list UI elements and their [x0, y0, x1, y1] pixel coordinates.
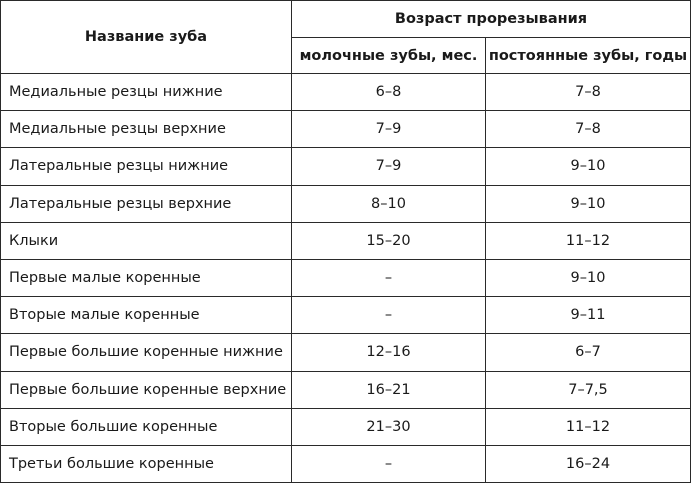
milk-age-cell: 7–9: [292, 111, 486, 148]
tooth-name-cell: Латеральные резцы верхние: [1, 185, 292, 222]
table-row: [1, 445, 691, 482]
tooth-name-cell: Медиальные резцы нижние: [1, 74, 292, 111]
table-row: [1, 111, 691, 148]
header-milk-teeth: молочные зубы, мес.: [292, 38, 486, 74]
header-permanent-teeth: постоянные зубы, годы: [486, 38, 691, 74]
milk-age-cell: 16–21: [292, 371, 486, 408]
permanent-age-cell: 7–7,5: [486, 371, 691, 408]
milk-age-cell: 7–9: [292, 148, 486, 185]
milk-age-cell: 21–30: [292, 408, 486, 445]
permanent-age-cell: 16–24: [486, 445, 691, 482]
milk-age-cell: –: [292, 297, 486, 334]
tooth-name-cell: Вторые малые коренные: [1, 297, 292, 334]
tooth-name-cell: Третьи большие коренные: [1, 445, 292, 482]
permanent-age-cell: 7–8: [486, 111, 691, 148]
table-row: [1, 371, 691, 408]
header-eruption-age: Возраст прорезывания: [292, 1, 691, 38]
table-row: [1, 222, 691, 259]
milk-age-cell: –: [292, 259, 486, 296]
permanent-age-cell: 6–7: [486, 334, 691, 371]
header-tooth-name: Название зуба: [1, 1, 292, 74]
table-row: [1, 185, 691, 222]
permanent-age-cell: 7–8: [486, 74, 691, 111]
table-row: [1, 74, 691, 111]
milk-age-cell: 8–10: [292, 185, 486, 222]
tooth-name-cell: Клыки: [1, 222, 292, 259]
tooth-name-cell: Первые малые коренные: [1, 259, 292, 296]
permanent-age-cell: 9–11: [486, 297, 691, 334]
permanent-age-cell: 9–10: [486, 148, 691, 185]
table-row: [1, 148, 691, 185]
milk-age-cell: 15–20: [292, 222, 486, 259]
tooth-name-cell: Первые большие коренные нижние: [1, 334, 292, 371]
permanent-age-cell: 11–12: [486, 408, 691, 445]
tooth-name-cell: Вторые большие коренные: [1, 408, 292, 445]
table-row: [1, 408, 691, 445]
permanent-age-cell: 9–10: [486, 259, 691, 296]
milk-age-cell: 6–8: [292, 74, 486, 111]
table-row: [1, 259, 691, 296]
milk-age-cell: 12–16: [292, 334, 486, 371]
table-row: [1, 297, 691, 334]
tooth-name-cell: Медиальные резцы верхние: [1, 111, 292, 148]
milk-age-cell: –: [292, 445, 486, 482]
permanent-age-cell: 9–10: [486, 185, 691, 222]
table-row: [1, 334, 691, 371]
tooth-name-cell: Латеральные резцы нижние: [1, 148, 292, 185]
permanent-age-cell: 11–12: [486, 222, 691, 259]
tooth-name-cell: Первые большие коренные верхние: [1, 371, 292, 408]
